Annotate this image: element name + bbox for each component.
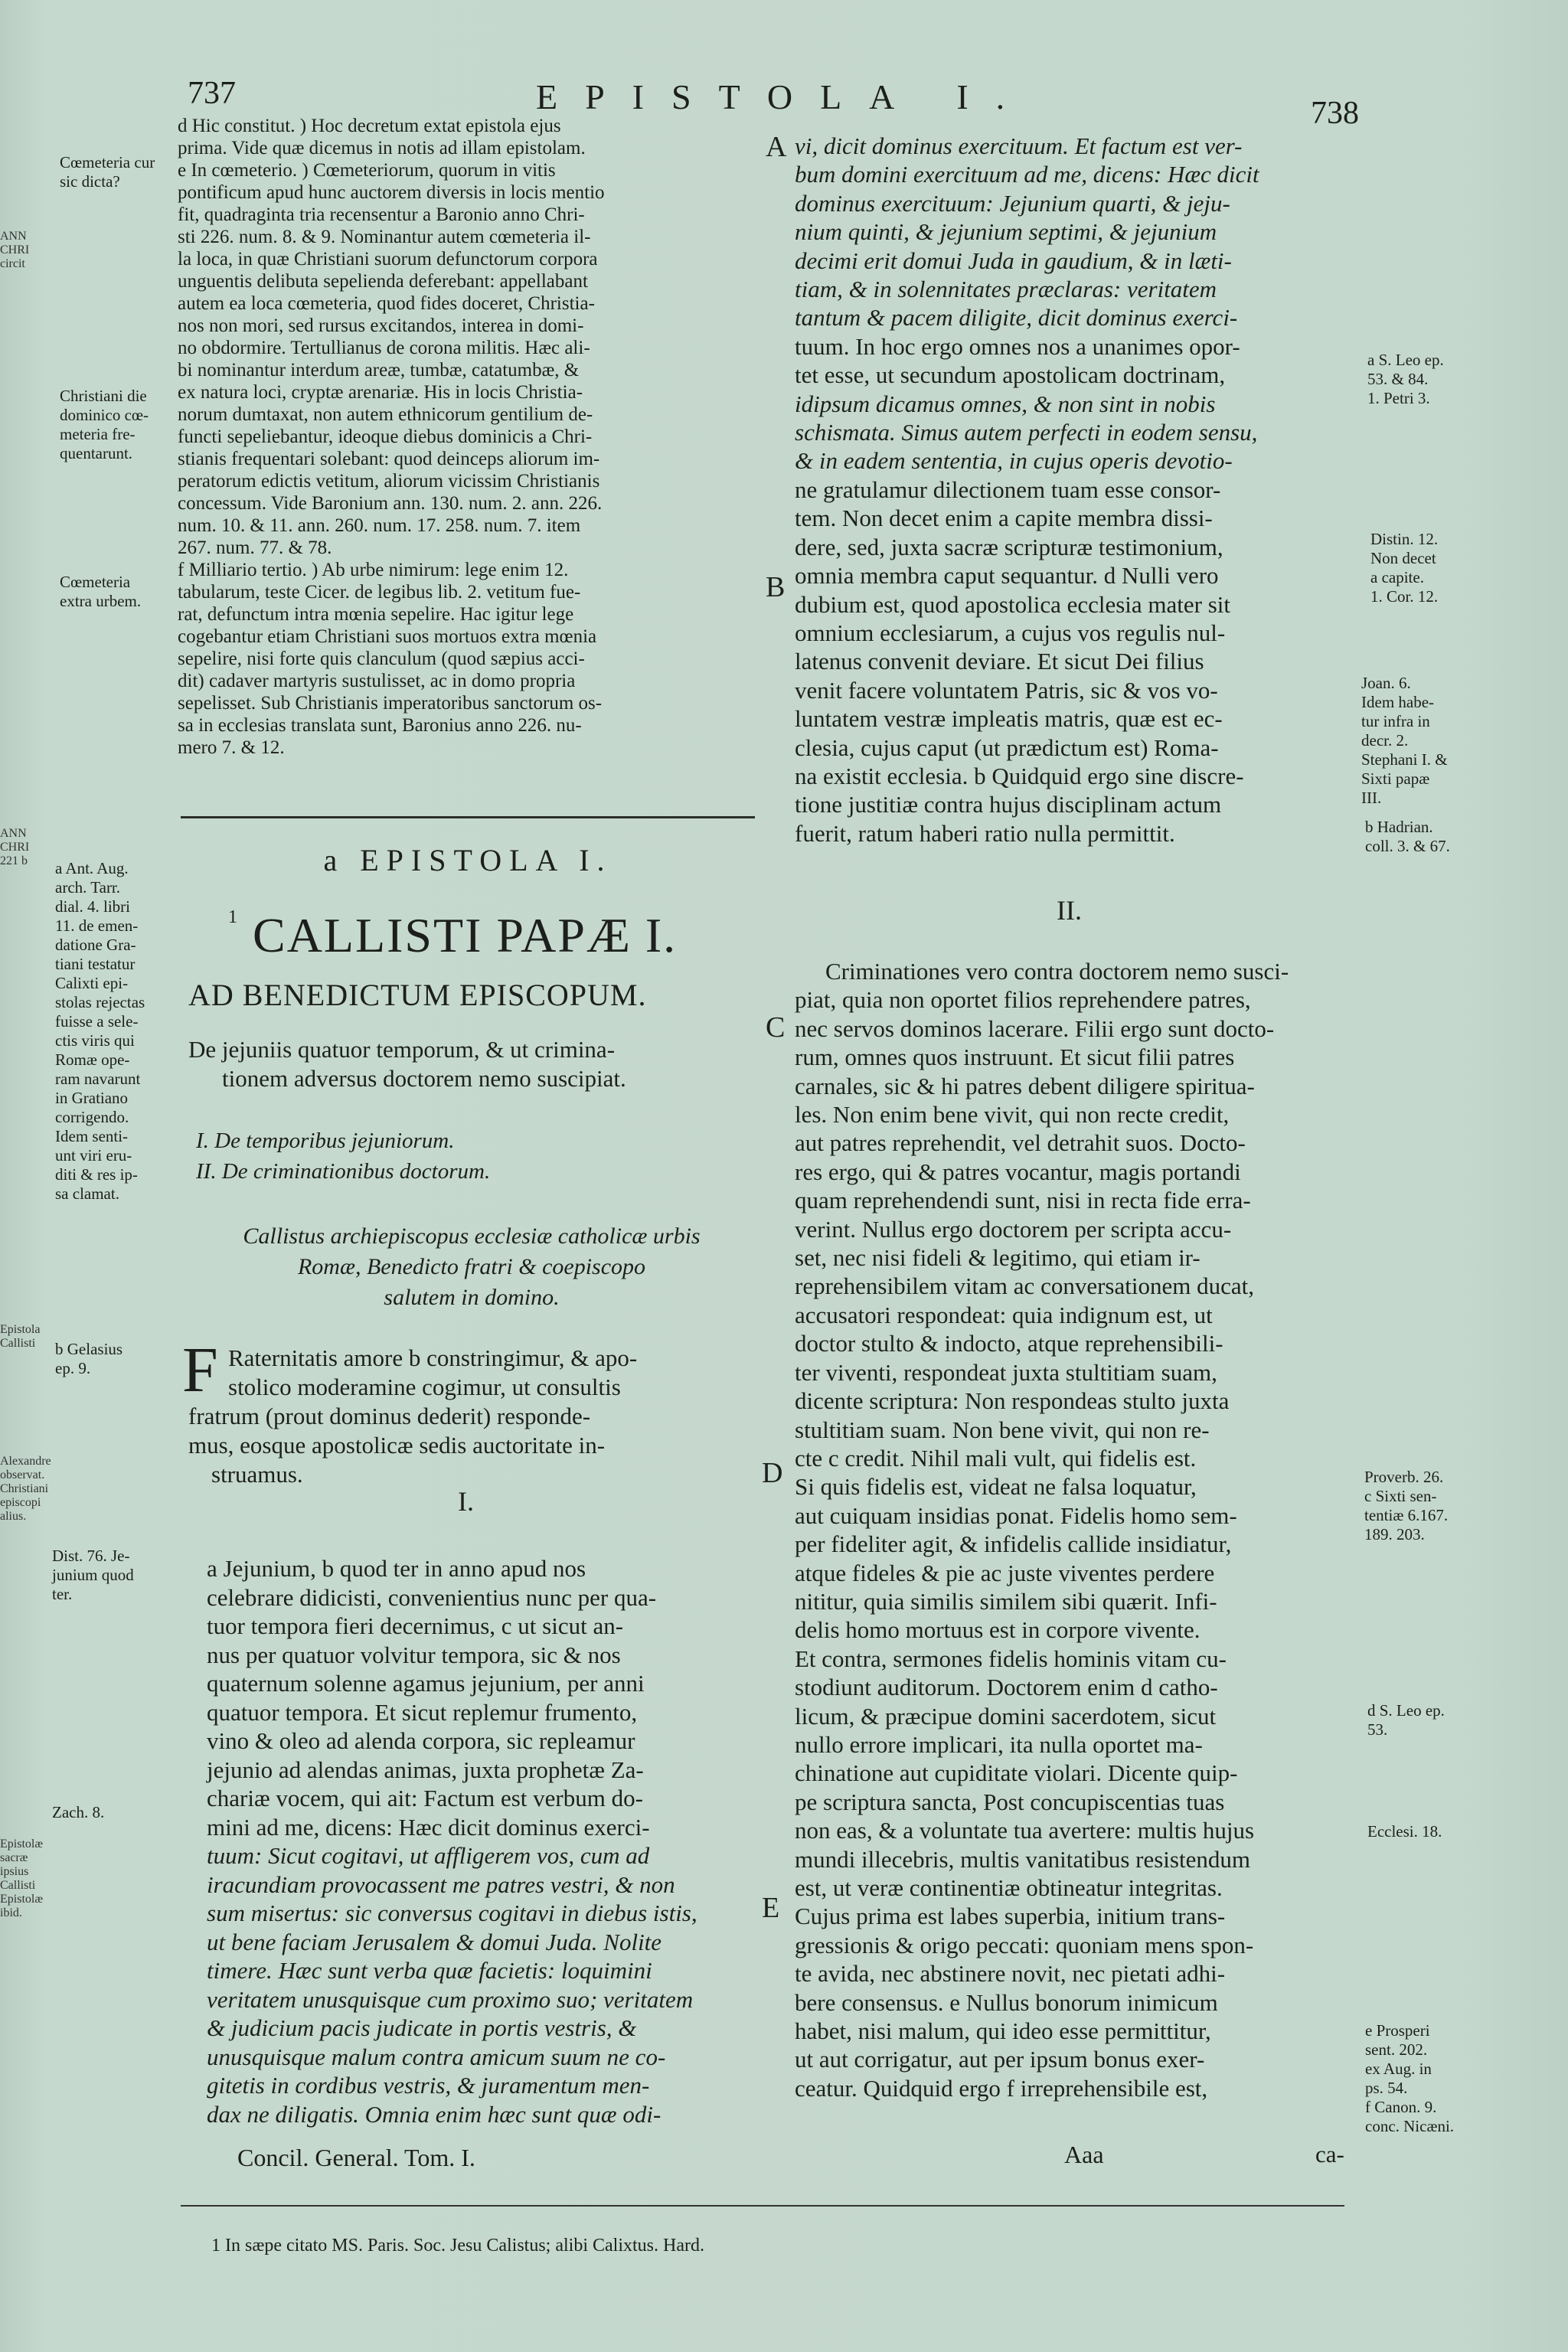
page-number-right: 738 <box>1311 96 1359 131</box>
margin-note-gelasius: b Gelasius ep. 9. <box>55 1340 123 1377</box>
margin-note-proverb: Proverb. 26. c Sixti sen- tentiæ 6.167. 189. 203. <box>1364 1468 1449 1544</box>
margin-note-christiani: Christiani die dominico cœ- meteria fre- quentarunt. <box>60 387 149 462</box>
margin-note-dist-76: Dist. 76. Je- junium quod ter. <box>52 1547 134 1603</box>
section-letter-e: E <box>762 1892 780 1924</box>
margin-note-prosperi: e Prosperi sent. 202. ex Aug. in ps. 54. f Canon. 9. conc. Nicæni. <box>1365 2021 1455 2135</box>
section-two-number: II. <box>1057 895 1082 926</box>
running-title: EPISTOLA I. <box>536 77 1033 116</box>
margin-note-eccles: Ecclesi. 18. <box>1367 1822 1442 1841</box>
section-letter-a: A <box>766 131 787 163</box>
edge-fragment-1: ANN CHRI circit <box>0 230 30 270</box>
margin-note-extra-urbem: Cœmeteria extra urbem. <box>60 573 142 610</box>
page-footnote: 1 In sæpe citato MS. Paris. Soc. Jesu Calistus; alibi Calixtus. Hard. <box>211 2236 704 2256</box>
section-letter-d: D <box>762 1457 783 1489</box>
epistola-heading: a EPISTOLA I. <box>323 843 612 877</box>
edge-fragment-4: Alexandre observat. Christiani episcopi alius. <box>0 1455 51 1523</box>
margin-note-distin-12: Distin. 12. Non decet a capite. 1. Cor. 12. <box>1370 530 1439 606</box>
right-column-bottom: Criminationes vero contra doctorem nemo susci- piat, quia non oportet filios reprehendere patres, nec servos dominos lacerare. Filii ergo sunt docto- rum, omnes quos instruunt. Et sicut filii patres carnales, sic & hi patres debent diligere spiritua- les. Non enim bene vivit, qui non recte credit, aut patres reprehendit, vel detrahit suos. Docto- res ergo, qui & patres vocantur, magis portandi quam reprehendendi sunt, nisi in recta fide erra- verint. Nullus ergo doctorem per scripta accu- set, nec nisi fideli & legitimo, qui etiam ir- reprehensibilem vitam ac conversationem ducat, accusatori respondeat: quia indignum est, ut doctor stulto & indocto, atque reprehensibili- ter viventi, respondeat juxta stultitiam suam, dicente scriptura: Non respondeas stulto juxta stultitiam suam. Non bene vivit, qui non re- cte c credit. Nihil mali vult, qui fidelis est. Si quis fidelis est, videat ne falsa loquatur, aut cuiquam insidias ponat. Fidelis homo sem- per fideliter agit, & infidelis callide insidiatur, atque fideles & pie ac juste viventes perdere nititur, quia similis similem sibi quærit. Infi- delis homo mortuus est in corpore vivente. Et contra, sermones fidelis hominis vitam cu- stodiunt auditorum. Doctorem enim d catho- licum, & præcipue domini sacerdotem, sicut nullo errore implicari, ita nulla oportet ma- chinatione aut cupiditate violari. Dicente quip- pe scriptura sancta, Post concupiscentias tuas non eas, & a voluntate tua avertere: multis hujus mundi illecebris, multis vanitatibus resistendum est, ut veræ continentiæ obtineatur integritas. Cujus prima est labes superbia, initium trans- gressionis & origo peccati: quoniam mens spon- te avida, nec abstinere novit, nec pietati adhi- bere consensus. e Nullus bonorum inimicum habet, nisi malum, qui ideo esse permittitur, ut aut corrigatur, aut per ipsum bonus exer- ceatur. Quidquid ergo f irreprehensibile est, <box>795 958 1289 2102</box>
epistola-opening-rest: fratrum (prout dominus dederit) responde- mus, eosque apostolicæ sedis auctoritate in- struamus. <box>188 1403 606 1488</box>
margin-note-hadrian: b Hadrian. coll. 3. & 67. <box>1365 818 1450 855</box>
footnote-rule <box>181 2205 1344 2207</box>
right-column-top: vi, dicit dominus exercituum. Et factum est ver- bum domini exercituum ad me, dicens: Hæc dicit dominus exercituum: Jejunium quarti, & jeju- nium quinti, & jejunium septimi, & jejunium decimi erit domui Juda in gaudium, & in læti- tiam, & in solennitates præclaras: veritatem tantum & pacem diligite, dicit dominus exerci- tuum. In hoc ergo omnes nos a unanimes opor- tet esse, ut secundum apostolicam doctrinam, idipsum dicamus omnes, & non sint in nobis schismata. Simus autem perfecti in eodem sensu, & in eadem sententia, in cujus operis devotio- ne gratulamur dilectionem tuam esse consor- tem. Non decet enim a capite membra dissi- dere, sed, juxta sacræ scripturæ testimonium, omnia membra caput sequantur. d Nulli vero dubium est, quod apostolica ecclesia mater sit omnium ecclesiarum, a cujus vos regulis nul- latenus convenit deviare. Et sicut Dei filius venit facere voluntatem Patris, sic & vos vo- luntatem vestræ impleatis matris, quæ est ec- clesia, cujus caput (ut prædictum est) Roma- na existit ecclesia. b Quidquid ergo sine discre- tione justitiæ contra hujus disciplinam actum fuerit, ratum haberi ratio nulla permittit. <box>795 132 1259 847</box>
section-one-text: a Jejunium, b quod ter in anno apud nos celebrare didicisti, convenientius nunc per qua- tuor tempora fieri decernimus, c ut sicut an- nus per quatuor volvitur tempora, sic & nos quaternum solenne agamus jejunium, per anni quatuor tempora. Et sicut replemur frumento, vino & oleo ad alenda corpora, sic repleamur jejunio ad alendas animas, juxta prophetæ Za- chariæ vocem, qui ait: Factum est verbum do- mini ad me, dicens: Hæc dicit dominus exerci- tuum: Sicut cogitavi, ut affligerem vos, cum ad iracundiam provocassent me patres vestri, & non sum misertus: sic conversus cogitavi in diebus istis, ut bene faciam Jerusalem & domui Juda. Nolite timere. Hæc sunt verba quæ facietis: loquimini veritatem unusquisque cum proximo suo; veritatem & judicium pacis judicate in portis vestris, & unusquisque malum contra amicum suum ne co- gitetis in cordibus vestris, & juramentum men- dax ne diligatis. Omnia enim hæc sunt quæ odi- <box>207 1555 697 2128</box>
margin-note-ant-aug: a Ant. Aug. arch. Tarr. dial. 4. libri 11. de emen- datione Gra- tiani testatur Calixti epi- stolas rejectas fuisse a sele- ctis viris qui Romæ ope- ram navarunt in Gratiano corrigendo. Idem senti- unt viri eru- diti & res ip- sa clamat. <box>55 859 145 1203</box>
epistola-opening: Raternitatis amore b constringimur, & apo- stolico moderamine cogimur, ut consultis <box>228 1344 638 1400</box>
section-one-number: I. <box>458 1486 474 1517</box>
epistola-addressee: AD BENEDICTUM EPISCOPUM. <box>188 978 647 1012</box>
left-footnotes: d Hic constitut. ) Hoc decretum extat epistola ejus prima. Vide quæ dicemus in notis ad illam epistolam. e In cœmeterio. ) Cœmeteriorum, quorum in vitis pontificum apud hunc auctorem diversis in locis mentio fit, quadraginta tria recensentur a Baronio anno Chri- sti 226. num. 8. & 9. Nominantur autem cœmeteria il- la loca, in quæ Christiani suorum defunctorum corpora unguentis delibuta sepelienda deferebant: appellabant autem ea loca cœmeteria, quod fides doceret, Christia- nos non mori, sed rursus excitandos, interea in domi- no obdormire. Tertullianus de corona militis. Hæc ali- bi nominantur interdum areæ, tumbæ, catatumbæ, & ex natura loci, cryptæ arenariæ. His in locis Christia- norum dumtaxat, non autem ethnicorum gentilium de- functi sepeliebantur, ideoque diebus dominicis a Chri- stianis frequentari solebant: quod deinceps aliorum im- peratorum edictis vetitum, aliorum vicissim Christianis concessum. Vide Baronium ann. 130. num. 2. ann. 226. num. 10. & 11. ann. 260. num. 17. 258. num. 7. item 267. num. 77. & 78. f Milliario tertio. ) Ab urbe nimirum: lege enim 12. tabularum, teste Cicer. de legibus lib. 2. vetitum fue- rat, defunctum intra mœnia sepelire. Hac igitur lege cogebantur etiam Christiani suos mortuos extra mœnia sepelire, nisi forte quis clanculum (quod sæpius acci- dit) cadaver martyris sustulisset, ac in domo propria sepelisset. Sub Christianis imperatoribus sanctorum os- sa in ecclesias translata sunt, Baronius anno 226. nu- mero 7. & 12. <box>178 116 605 758</box>
signature-right: Aaa <box>1064 2141 1104 2168</box>
edge-fragment-3: Epistola Callisti <box>0 1323 41 1350</box>
signature-left: Concil. General. Tom. I. <box>237 2144 475 2171</box>
page-number-left: 737 <box>188 76 236 111</box>
section-rule <box>181 816 755 818</box>
margin-note-cemeteria: Cœmeteria cur sic dicta? <box>60 153 155 191</box>
margin-note-leo-53: d S. Leo ep. 53. <box>1367 1701 1445 1739</box>
margin-note-joan: Joan. 6. Idem habe- tur infra in decr. 2. Stephani I. & Sixti papæ III. <box>1361 674 1448 807</box>
epistola-summary: De jejuniis quatuor temporum, & ut crimina- tionem adversus doctorem nemo suscipiat. <box>188 1036 626 1092</box>
section-letter-c: C <box>766 1011 786 1044</box>
edge-fragment-5: Epistolæ sacræ ipsius Callisti Epistolæ ibid. <box>0 1838 44 1919</box>
edge-fragment-2: ANN CHRI 221 b <box>0 827 30 867</box>
margin-note-zach: Zach. 8. <box>52 1803 105 1821</box>
epistola-title: $^1$ CALLISTI PAPÆ I. <box>228 907 678 962</box>
catchword: ca- <box>1315 2141 1344 2167</box>
margin-note-leo: a S. Leo ep. 53. & 84. 1. Petri 3. <box>1367 351 1444 407</box>
section-letter-b: B <box>766 571 786 603</box>
epistola-chapters: I. De temporibus jejuniorum. II. De criminationibus doctorum. <box>196 1129 491 1184</box>
epistola-salutation: Callistus archiepiscopus ecclesiæ catholicæ urbis Romæ, Benedicto fratri & coepiscopo salutem in domino. <box>243 1223 701 1310</box>
title-footnote-mark: 1 <box>228 907 239 927</box>
drop-cap: F <box>182 1334 218 1406</box>
